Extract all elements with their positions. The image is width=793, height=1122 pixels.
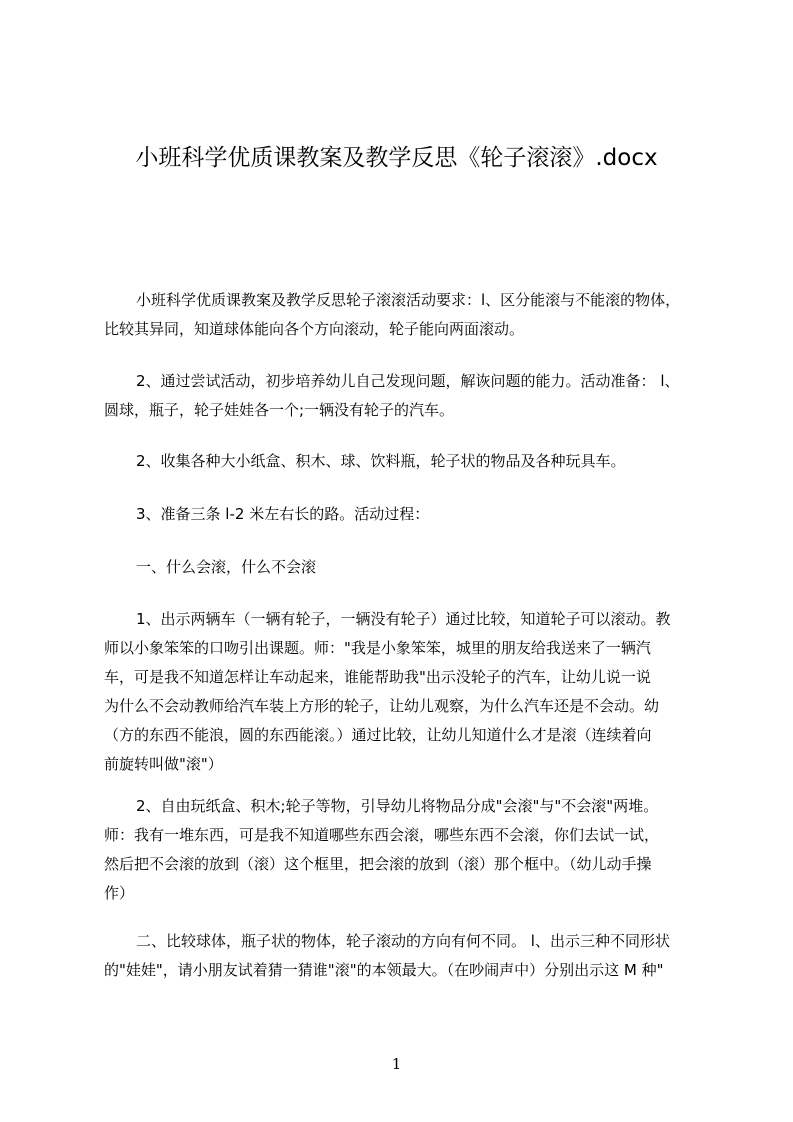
text-line: 的"娃娃"，请小朋友试着猜一猜谁"滚"的本领最大。（在吵闹声中）分别出示这 M 种" bbox=[104, 961, 664, 979]
text-line: 2、自由玩纸盒、积木;轮子等物，引导幼儿将物品分成"会滚"与"不会滚"两堆。 bbox=[136, 797, 659, 815]
text-line: 2、收集各种大小纸盒、积木、球、饮料瓶，轮子状的物品及各种玩具车。 bbox=[136, 452, 626, 470]
text-line: 师：我有一堆东西，可是我不知道哪些东西会滚，哪些东西不会滚，你们去试一试， bbox=[104, 826, 660, 844]
page-number: 1 bbox=[391, 1055, 402, 1073]
paragraph bbox=[104, 605, 716, 779]
text-line: 1、出示两辆车（一辆有轮子，一辆没有轮子）通过比较，知道轮子可以滚动。教 bbox=[136, 610, 671, 628]
text-line: 圆球，瓶子，轮子娃娃各一个;一辆没有轮子的汽车。 bbox=[104, 401, 455, 419]
text-line: 2、通过尝试活动，初步培养幼儿自己发现问题，解诙问题的能力。活动准备： l、 bbox=[136, 372, 680, 390]
text-line: 一、什么会滚，什么不会滚 bbox=[136, 558, 317, 576]
paragraph bbox=[104, 792, 716, 908]
text-line: （方的东西不能浪，圆的东西能滚。）通过比较，让幼儿知道什么才是滚（连续着向 bbox=[104, 726, 652, 744]
section-heading bbox=[104, 553, 716, 582]
paragraph bbox=[104, 500, 716, 529]
paragraph bbox=[104, 286, 716, 344]
text-line: 车，可是我不知道怎样让车动起来，谁能帮助我"出示没轮子的汽车，让幼儿说一说 bbox=[104, 668, 651, 686]
text-line: 3、准备三条 l-2 米左右长的路。活动过程： bbox=[136, 505, 430, 523]
paragraph bbox=[104, 447, 716, 476]
document-title: 小班科学优质课教案及教学反思《轮子滚滚》.docx bbox=[135, 145, 658, 171]
text-line: 比较其异同，知道球体能向各个方向滚动，轮子能向两面滚动。 bbox=[104, 320, 525, 338]
text-line: 师以小象笨笨的口吻引出课题。师："我是小象笨笨，城里的朋友给我送来了一辆汽 bbox=[104, 639, 651, 657]
paragraph bbox=[104, 367, 716, 425]
text-line: 作） bbox=[104, 884, 135, 902]
text-line: 小班科学优质课教案及教学反思轮子滚滚活动要求：l、区分能滚与不能滚的物体， bbox=[136, 291, 681, 309]
text-line: 为什么不会动教师给汽车装上方形的轮子，让幼儿观察，为什么汽车还是不会动。幼 bbox=[104, 697, 660, 715]
section-heading bbox=[104, 927, 716, 985]
text-line: 二、比较球体，瓶子状的物体，轮子滚动的方向有何不同。 l、出示三种不同形状 bbox=[136, 932, 670, 950]
text-line: 前旋转叫做"滚"） bbox=[104, 755, 223, 773]
text-line: 然后把不会滚的放到（滚）这个框里，把会滚的放到（滚）那个框中。（幼儿动手操 bbox=[104, 855, 652, 873]
